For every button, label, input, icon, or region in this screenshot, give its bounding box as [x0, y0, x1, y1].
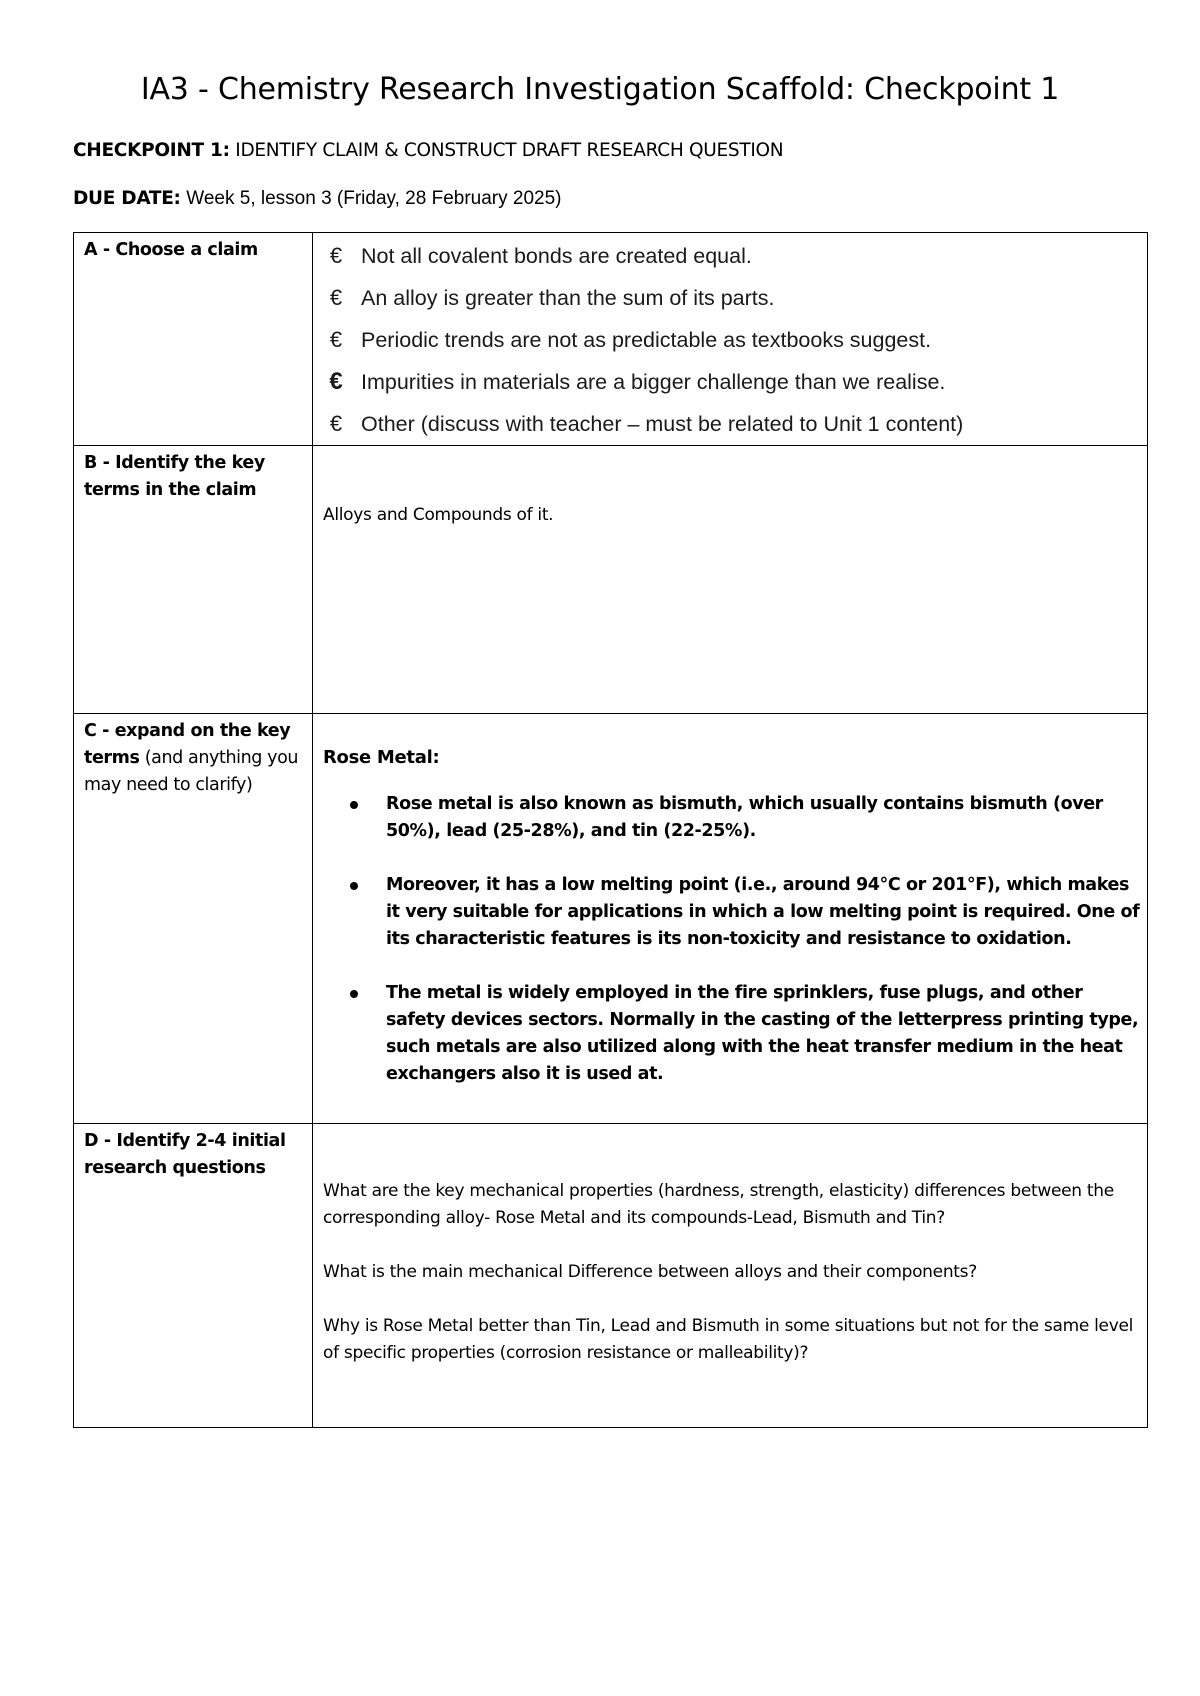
- research-question: What are the key mechanical properties (hardness, strength, elasticity) differences between the corresponding alloy- Rose Metal and its compounds-Lead, Bismuth and Tin?: [323, 1181, 1114, 1228]
- table-row-a: [74, 233, 1148, 446]
- research-question: Why is Rose Metal better than Tin, Lead and Bismuth in some situations but not for the same level of specific properties (corrosion resistance or malleability)?: [323, 1316, 1134, 1363]
- due-date-value: Week 5, lesson 3 (Friday, 28 February 2025): [186, 188, 562, 209]
- claim-option-text: Other (discuss with teacher – must be related to Unit 1 content): [361, 411, 964, 436]
- claim-options: [313, 233, 1147, 445]
- checkbox-icon[interactable]: €: [329, 327, 343, 352]
- row-c-label-note: (and anything you may need to clarify): [84, 748, 299, 795]
- checkpoint-line: [73, 140, 783, 161]
- claim-option[interactable]: [323, 403, 1147, 445]
- list-item: Rose metal is also known as bismuth, which usually contains bismuth (over 50%), lead (25-28%), and tin (22-25%).: [386, 791, 1147, 845]
- row-a-content-cell: [313, 233, 1148, 446]
- research-questions: [313, 1124, 1147, 1367]
- due-date-label: DUE DATE:: [73, 188, 181, 209]
- claim-option-text: An alloy is greater than the sum of its parts.: [361, 285, 775, 310]
- row-d-label: D - Identify 2-4 initial research questions: [84, 1131, 286, 1178]
- row-b-label-cell: [74, 446, 313, 714]
- row-d-label-cell: [74, 1124, 313, 1428]
- row-a-label: A - Choose a claim: [84, 240, 258, 260]
- row-a-label-cell: [74, 233, 313, 446]
- rose-metal-heading: Rose Metal:: [323, 747, 440, 768]
- row-c-label: C - expand on the key terms: [84, 721, 291, 768]
- checkbox-checked-icon[interactable]: €: [329, 368, 343, 395]
- checkbox-icon[interactable]: €: [329, 285, 343, 310]
- row-b-label: B - Identify the key terms in the claim: [84, 453, 265, 500]
- checkbox-icon[interactable]: €: [329, 411, 343, 436]
- claim-option[interactable]: [323, 277, 1147, 319]
- claim-option[interactable]: [323, 319, 1147, 361]
- row-d-content-cell[interactable]: [313, 1124, 1148, 1428]
- checkpoint-value: IDENTIFY CLAIM & CONSTRUCT DRAFT RESEARCH QUESTION: [235, 140, 784, 161]
- key-terms-answer: Alloys and Compounds of it.: [323, 505, 554, 525]
- key-terms-bullet-list: [313, 791, 1147, 1088]
- checkbox-icon[interactable]: €: [329, 243, 343, 268]
- checkpoint-label: CHECKPOINT 1:: [73, 140, 230, 161]
- claim-option-text: Not all covalent bonds are created equal.: [361, 243, 752, 268]
- claim-option-selected[interactable]: [323, 361, 1147, 403]
- table-row-c: [74, 714, 1148, 1124]
- row-b-content-cell[interactable]: [313, 446, 1148, 714]
- list-item: The metal is widely employed in the fire sprinklers, fuse plugs, and other safety devices sectors. Normally in the casting of the letterpress printing type, such metals are also utilized along with the heat transfer medium in the heat exchangers also it is used at.: [386, 980, 1147, 1088]
- table-row-b: [74, 446, 1148, 714]
- claim-option[interactable]: [323, 235, 1147, 277]
- table-row-d: [74, 1124, 1148, 1428]
- claim-option-text: Impurities in materials are a bigger challenge than we realise.: [361, 369, 946, 394]
- claim-option-text: Periodic trends are not as predictable as textbooks suggest.: [361, 327, 932, 352]
- list-item: Moreover, it has a low melting point (i.e., around 94°C or 201°F), which makes it very suitable for applications in which a low melting point is required. One of its characteristic features is its non-toxicity and resistance to oxidation.: [386, 872, 1147, 953]
- due-date-line: [73, 188, 562, 210]
- page-title: IA3 - Chemistry Research Investigation Scaffold: Checkpoint 1: [140, 72, 1060, 107]
- research-question: What is the main mechanical Difference between alloys and their components?: [323, 1262, 977, 1282]
- scaffold-table: [73, 232, 1148, 1428]
- row-c-content-cell[interactable]: [313, 714, 1148, 1124]
- row-c-label-cell: [74, 714, 313, 1124]
